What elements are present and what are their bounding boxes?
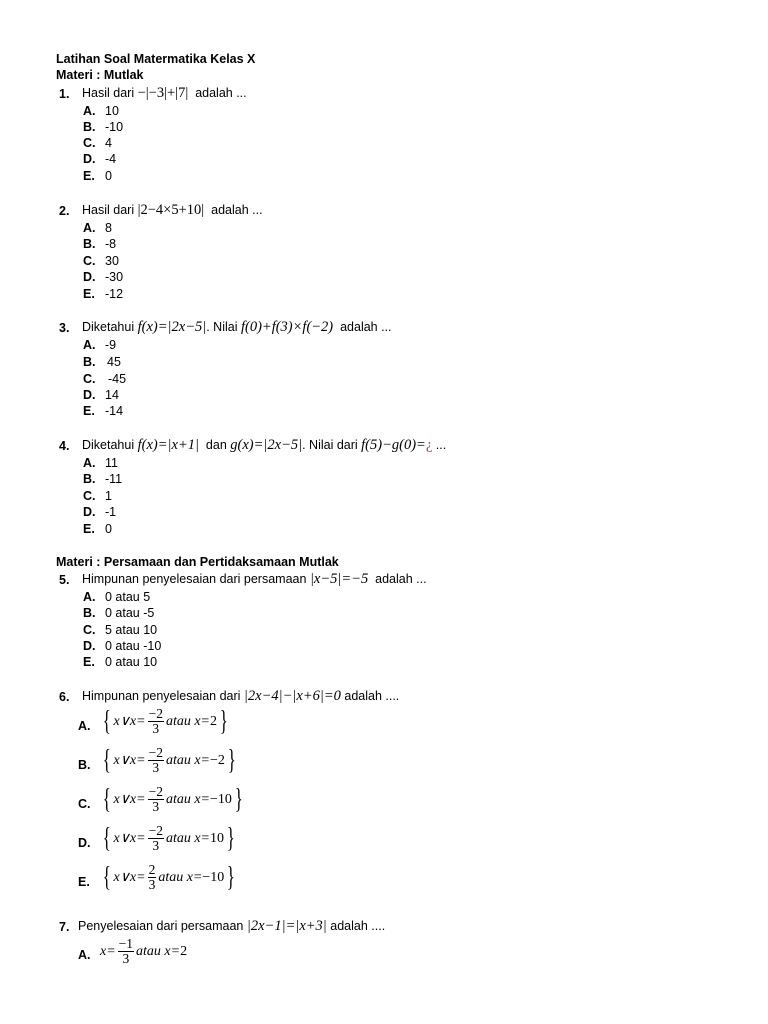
right-brace-icon: } — [226, 861, 236, 893]
math-expression: f(x)=|x+1| — [137, 437, 199, 453]
option-text: 14 — [105, 388, 119, 402]
fraction-denominator: 3 — [122, 951, 130, 966]
option-text: -1 — [105, 505, 117, 519]
math-expression: |x−5|=−5 — [309, 571, 369, 587]
option-label: A. — [83, 104, 96, 118]
option-text: 0 atau -10 — [105, 639, 162, 653]
math-expression: |2x−4|−|x+6|=0 — [243, 688, 341, 704]
math-expression: g(x)=|2x−5| — [230, 437, 303, 453]
option-lead: x∨x= — [113, 792, 146, 807]
right-brace-icon: } — [234, 783, 243, 815]
fraction-numerator: −2 — [148, 784, 163, 799]
option-label: D. — [83, 270, 96, 284]
option-label: A. — [83, 456, 96, 470]
option-text: 30 — [105, 254, 119, 268]
math-expression: f(0)+f(3)×f(−2) — [240, 319, 334, 335]
right-brace-icon: } — [226, 822, 235, 854]
question-text — [78, 919, 385, 933]
option-lead: x∨x= — [113, 870, 146, 885]
question-suffix: adalah ... — [340, 320, 392, 334]
question-prefix: Himpunan penyelesaian dari — [82, 689, 241, 703]
question-suffix: adalah .... — [330, 919, 386, 933]
option-tail: −10 — [202, 869, 225, 885]
math-expression: −|−3|+|7| — [137, 85, 189, 101]
option-label: D. — [83, 639, 96, 653]
option-label: C. — [83, 489, 96, 503]
fraction-denominator: 3 — [152, 838, 160, 853]
fraction-numerator: −2 — [148, 706, 163, 721]
math-expression: |2x−1|=|x+3| — [246, 918, 327, 934]
question-suffix: ... — [435, 438, 447, 452]
question-prefix: Penyelesaian dari persamaan — [78, 919, 244, 933]
left-brace-icon: { — [102, 861, 111, 893]
left-brace-icon: { — [102, 783, 111, 815]
worksheet-title: Latihan Soal Matermatika Kelas X — [56, 52, 256, 66]
option-lead: x∨x= — [113, 831, 146, 846]
fraction — [148, 785, 164, 814]
option-text: 0 atau -5 — [105, 606, 155, 620]
option-label: B. — [83, 472, 96, 486]
set-option — [100, 863, 238, 892]
fraction-denominator: 3 — [152, 760, 160, 775]
question-prefix: Diketahui — [82, 438, 135, 452]
question-suffix: adalah ... — [195, 86, 247, 100]
red-glyph: ¿ — [425, 437, 433, 453]
option-tail: −2 — [210, 752, 225, 768]
option-label: A. — [83, 338, 96, 352]
fraction-numerator: −2 — [148, 823, 163, 838]
option-text: -9 — [105, 338, 117, 352]
section-heading-mutlak: Materi : Mutlak — [56, 68, 144, 82]
option-label: D. — [83, 388, 96, 402]
fraction-denominator: 3 — [152, 799, 160, 814]
question-prefix: Diketahui — [82, 320, 135, 334]
set-option — [100, 746, 238, 775]
fraction-denominator: 3 — [152, 721, 160, 736]
option-text: -45 — [108, 372, 127, 386]
option-label: E. — [83, 287, 95, 301]
question-number: 4. — [59, 439, 70, 453]
option-text: 0 atau 5 — [105, 590, 151, 604]
option-text: -10 — [105, 120, 124, 134]
set-option — [100, 824, 237, 853]
option-label: A. — [83, 590, 96, 604]
option-label: D. — [78, 836, 91, 850]
option-text: -14 — [105, 404, 124, 418]
fraction — [148, 707, 164, 736]
option-label: C. — [83, 254, 96, 268]
option-text: 0 atau 10 — [105, 655, 158, 669]
option-text: 4 — [105, 136, 112, 150]
option-text: -4 — [105, 152, 117, 166]
option-text: -11 — [105, 472, 123, 486]
math-expression: |2−4×5+10| — [137, 202, 205, 218]
option-mid: atau x= — [165, 752, 211, 768]
option-label: B. — [78, 758, 91, 772]
option-label: B. — [83, 355, 96, 369]
right-brace-icon: } — [219, 705, 228, 737]
option-tail: 10 — [210, 830, 225, 846]
question-text — [82, 320, 392, 334]
math-expression: f(x)=|2x−5| — [137, 319, 207, 335]
option-label: B. — [83, 237, 96, 251]
question-number: 3. — [59, 321, 70, 335]
option-mid: atau x= — [136, 943, 181, 959]
option-mid: atau x= — [165, 791, 211, 807]
fraction — [148, 824, 164, 853]
fraction-numerator: −1 — [118, 936, 134, 951]
option-label: B. — [83, 120, 96, 134]
question-prefix: Hasil dari — [82, 86, 135, 100]
question-text — [82, 86, 247, 100]
option-text: 0 — [105, 169, 112, 183]
option-lead: x∨x= — [113, 714, 146, 729]
question-middle: dan — [205, 438, 227, 452]
question-number: 7. — [59, 920, 70, 934]
option-label: C. — [78, 797, 91, 811]
option-mid: atau x= — [165, 830, 211, 846]
question-text — [82, 203, 263, 217]
option-label: A. — [78, 719, 91, 733]
fraction-numerator: 2 — [148, 862, 156, 877]
option-text: 5 atau 10 — [105, 623, 158, 637]
question-text — [82, 438, 446, 452]
fraction-numerator: −2 — [148, 745, 163, 760]
option-label: E. — [83, 404, 95, 418]
question-suffix: adalah .... — [344, 689, 400, 703]
right-brace-icon: } — [227, 744, 236, 776]
question-number: 5. — [59, 573, 70, 587]
question-middle: . Nilai — [206, 320, 238, 334]
option-label: E. — [83, 655, 95, 669]
left-brace-icon: { — [102, 744, 111, 776]
question-prefix: Himpunan penyelesaian dari persamaan — [82, 572, 307, 586]
question-prefix: Hasil dari — [82, 203, 135, 217]
fraction — [148, 863, 157, 892]
option-text: 10 — [105, 104, 119, 118]
option-label: D. — [83, 152, 96, 166]
option-tail: −10 — [210, 791, 232, 807]
option-lead: x∨x= — [113, 753, 146, 768]
option-text: 1 — [105, 489, 112, 503]
option-label: B. — [83, 606, 96, 620]
option-label: E. — [78, 875, 90, 889]
question-suffix: adalah ... — [211, 203, 263, 217]
option-label: C. — [83, 372, 96, 386]
question-number: 6. — [59, 690, 70, 704]
option-label: C. — [83, 136, 96, 150]
fraction — [118, 937, 134, 966]
option-text: 11 — [105, 456, 118, 470]
option-text: 0 — [105, 522, 112, 536]
left-brace-icon: { — [102, 822, 111, 854]
math-expression: f(5)−g(0)= — [361, 437, 426, 453]
question-number: 2. — [59, 204, 70, 218]
option-tail: 2 — [180, 943, 188, 959]
set-option — [100, 785, 245, 814]
option-tail: 2 — [210, 713, 218, 729]
question-text — [82, 689, 399, 703]
option-text: -30 — [105, 270, 124, 284]
equation-option — [100, 937, 187, 966]
option-text: -12 — [105, 287, 124, 301]
fraction — [148, 746, 164, 775]
option-lead: x= — [100, 943, 116, 959]
option-label: A. — [78, 948, 91, 962]
option-label: C. — [83, 623, 96, 637]
option-text: 45 — [107, 355, 121, 369]
option-label: E. — [83, 169, 95, 183]
option-mid: atau x= — [158, 869, 203, 885]
question-middle: . Nilai dari — [302, 438, 358, 452]
set-option — [100, 707, 230, 736]
option-label: D. — [83, 505, 96, 519]
question-suffix: adalah ... — [375, 572, 427, 586]
option-mid: atau x= — [165, 713, 211, 729]
option-text: -8 — [105, 237, 117, 251]
question-text — [82, 572, 427, 586]
option-text: 8 — [105, 221, 112, 235]
fraction-denominator: 3 — [148, 877, 156, 892]
option-label: A. — [83, 221, 96, 235]
section-heading-persamaan: Materi : Persamaan dan Pertidaksamaan Mutlak — [56, 555, 339, 569]
question-number: 1. — [59, 87, 70, 101]
left-brace-icon: { — [102, 705, 111, 737]
option-label: E. — [83, 522, 95, 536]
